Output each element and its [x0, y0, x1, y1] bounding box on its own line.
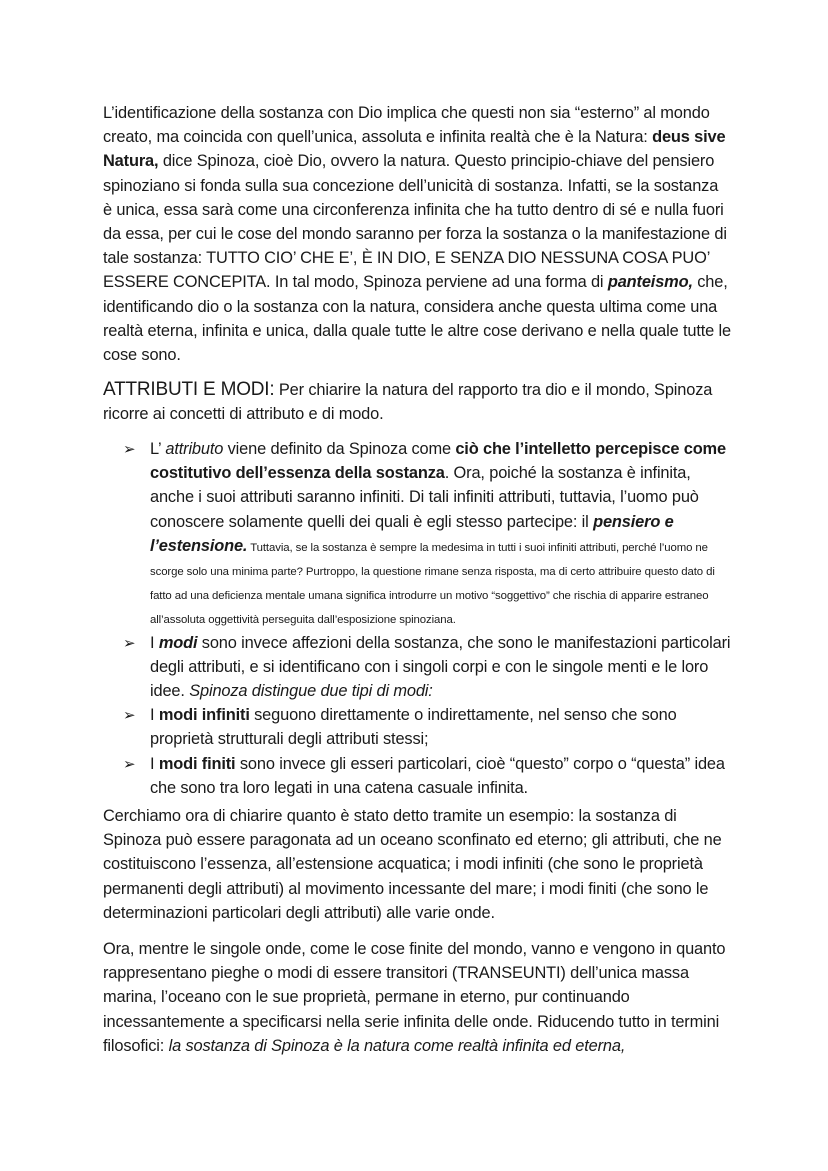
item2-italic: Spinoza distingue due tipi di modi:	[189, 682, 433, 701]
p1-bold-italic-panteismo: panteismo,	[607, 273, 693, 292]
p4-italic-conclusione: la sostanza di Spinoza è la natura come realtà infinita ed eterna,	[168, 1036, 626, 1055]
arrow-bullet-icon: ➢	[123, 706, 136, 725]
list-item-modi-infiniti	[123, 703, 735, 751]
item1-text-3: . Ora, poiché la sostanza è infinita, anche i suoi attributi saranno infiniti. Di tali infiniti attributi, tuttavia, l’uomo può conoscere solamente quelli dei quali è egli stesso partecipe: il	[150, 464, 699, 531]
item2-text-1: I	[150, 633, 159, 652]
item4-text-2: sono invece gli esseri particolari, cioè “questo” corpo o “questa” idea che sono tra loro legati in una catena casuale infinita.	[150, 754, 725, 797]
item3-text-1: I	[150, 706, 159, 725]
paragraph-attributi-modi	[103, 378, 731, 426]
list-item-modi	[123, 631, 735, 704]
item3-bold-modi-infiniti: modi infiniti	[158, 706, 250, 725]
item3-text-2: seguono direttamente o indirettamente, nel senso che sono proprietà strutturali degli attributi stessi;	[150, 706, 677, 749]
item1-italic-attributo: attributo	[165, 440, 224, 458]
paragraph-esempio-oceano	[103, 804, 731, 925]
arrow-bullet-icon: ➢	[123, 440, 136, 458]
item2-bold-italic-modi: modi	[158, 633, 198, 652]
item1-text-2: viene definito da Spinoza come	[223, 440, 456, 458]
item1-bold-italic-pensiero-estensione: pensiero e l’estensione.	[150, 512, 674, 555]
list-item-modi-finiti	[123, 752, 735, 800]
paragraph-onde	[103, 937, 731, 1058]
item2-text-2: sono invece affezioni della sostanza, che sono le manifestazioni particolari degli attributi, e si identificano con i singoli corpi e con le singole menti e le loro idee.	[150, 633, 731, 701]
item1-text-1: L’	[150, 440, 166, 458]
item1-bold-definition: ciò che l’intelletto percepisce come costitutivo dell’essenza della sostanza	[150, 440, 726, 483]
arrow-bullet-icon: ➢	[123, 633, 136, 652]
paragraph-sostanza-dio	[103, 101, 731, 367]
item4-bold-modi-finiti: modi finiti	[158, 754, 236, 773]
list-item-attributo	[123, 437, 735, 631]
p1-text-1: L’identificazione della sostanza con Dio implica che questi non sia “esterno” al mondo creato, ma coincida con quell’unica, assoluta e infinita realtà che è la Natura:	[103, 104, 710, 147]
p2-text: Per chiarire la natura del rapporto tra dio e il mondo, Spinoza ricorre ai concetti di attributo e di modo.	[103, 381, 713, 424]
section-heading-attributi-modi: ATTRIBUTI E MODI:	[103, 379, 275, 400]
p4-text-1: Ora, mentre le singole onde, come le cose finite del mondo, vanno e vengono in quanto rappresentano pieghe o modi di essere transitori (TRANSEUNTI) dell’unica massa marina, l’oceano con le sue proprietà, permane in eterno, pur continuando incessantemente a specificarsi nella serie infinita delle onde. Riducendo tutto in termini filosofici:	[103, 940, 726, 1055]
item1-small-note: Tuttavia, se la sostanza è sempre la medesima in tutti i suoi infiniti attributi, perché l’uomo ne scorge solo una minima parte? Purtroppo, la questione rimane senza risposta, ma di certo attribuire questo dato di fatto ad una deficienza mentale umana significa introdurre un motivo “soggettivo” che rischia di apparire estraneo all’assoluta oggettività perseguita dall’esposizione spinoziana.	[150, 541, 715, 627]
p1-text-3: che, identificando dio o la sostanza con la natura, considera anche questa ultima come una realtà eterna, infinita e unica, dalla quale tutte le altre cose derivano e nella quale tutte le cose sono.	[103, 273, 731, 365]
p1-text-2: dice Spinoza, cioè Dio, ovvero la natura. Questo principio-chiave del pensiero spinoziano si fonda sulla sua concezione dell’unicità di sostanza. Infatti, se la sostanza è unica, essa sarà come una circonferenza infinita che ha tutto dentro di sé e nulla fuori da essa, per cui le cose del mondo saranno per forza la sostanza o la manifestazione di tale sostanza: TUTTO CIO’ CHE E’, È IN DIO, E SENZA DIO NESSUNA COSA PUO’ ESSERE CONCEPITA. In tal modo, Spinoza perviene ad una forma di	[103, 152, 727, 292]
p3-text: Cerchiamo ora di chiarire quanto è stato detto tramite un esempio: la sostanza di Spinoza può essere paragonata ad un oceano sconfinato ed eterno; gli attributi, che ne costituiscono l’essenza, all’estensione acquatica; i modi infiniti (che sono le proprietà permanenti degli attributi) al movimento incessante del mare; i modi finiti (che sono le determinazioni particolari degli attributi) alle varie onde.	[103, 807, 722, 922]
p1-bold-deus-sive-natura: deus sive Natura,	[103, 128, 726, 171]
arrow-bullet-icon: ➢	[123, 754, 136, 773]
bullet-list	[123, 437, 735, 800]
item4-text-1: I	[150, 754, 159, 773]
